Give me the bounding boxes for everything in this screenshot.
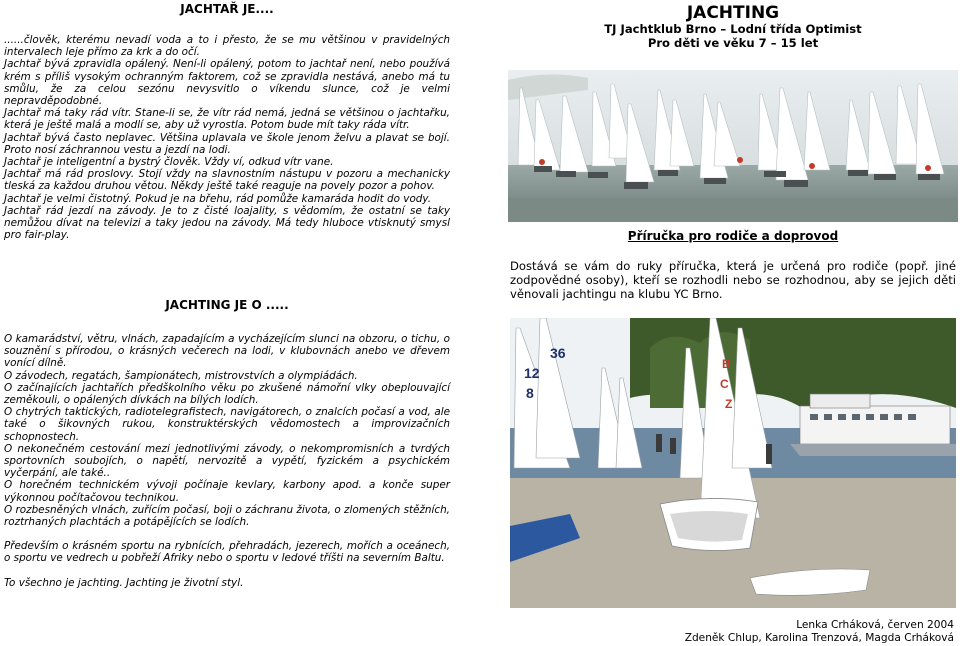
intro-paragraph: Jachtař má rád proslovy. Stojí vždy na slavnostním nástupu v pozoru a mechanicky tleská za každou druhou větou. Někdy ještě také reaguje na povely pozor a pohov. [4, 168, 450, 193]
sailing-paragraph: O chytrých taktických, radiotelegrafistech, navigátorech, o znalcích počasí a vod, ale také o šikovných rukou, konstruktérských vědomostech a improvizačních schopnostech. [4, 406, 450, 443]
svg-text:B: B [722, 357, 731, 371]
author-line-1: Lenka Crháková, červen 2004 [796, 619, 954, 631]
sailing-paragraph: O závodech, regatách, šampionátech, mistrovstvích a olympiádách. [4, 369, 358, 382]
page-title-sailor: JACHTAŘ JE.... [180, 2, 274, 16]
svg-text:8: 8 [526, 385, 534, 401]
svg-text:Z: Z [725, 397, 733, 411]
brochure-title: JACHTING [686, 3, 780, 23]
sailing-paragraph: O kamarádství, větru, vlnách, zapadajícím a vycházejícím slunci na obzoru, o tichu, o souznění s přírodou, o krásných večerech na lodi, v klubovnách anebo ve dřevem vonící dílně. [4, 333, 450, 370]
intro-paragraph: Jachtař je inteligentní a bystrý člověk. Vždy ví, odkud vítr vane. [4, 156, 334, 169]
left-column [4, 0, 450, 589]
section-title-sailing: JACHTING JE O ..... [165, 298, 289, 312]
regatta-photo [508, 70, 958, 222]
svg-text:C: C [720, 377, 729, 391]
intro-paragraph: Jachtař bývá často neplavec. Většina uplavala ve škole jenom želvu a plavat se bojí. Proto nosí záchrannou vestu a jezdí na lodi. [4, 131, 450, 156]
svg-text:12: 12 [524, 365, 540, 381]
sailing-text [4, 333, 450, 589]
sailing-paragraph: O nekonečném cestování mezi jednotlivými závody, o nekompromisních a tvrdých sportovních soubojích, o napětí, nervozitě a vypětí, fyzickém a psychickém vyčerpání, ale také.. [4, 442, 450, 480]
sailing-paragraph: Především o krásném sportu na rybnících, přehradách, jezerech, mořích a oceánech, o sportu ve vedrech u pobřeží Afriky nebo o sportu v ledové tříšti na severním Baltu. [4, 540, 450, 565]
author-line-2: Zdeněk Chlup, Karolina Trenzová, Magda Crháková [684, 632, 954, 644]
guide-description: Dostává se vám do ruky příručka, která je určená pro rodiče (popř. jiné zodpovědné osoby), kteří se rozhodli nebo se rozhodnou, aby se jejich děti věnovali jachtingu na klubu YC Brno. [510, 259, 956, 301]
intro-paragraph: Jachtař rád jezdí na závody. Je to z čisté loajality, s vědomím, že ostatní se taky nemůžou dívat na televizi a taky jedou na závody. Má tedy hluboce vtisknutý smysl pro fair-play. [4, 204, 450, 242]
club-subtitle: TJ Jachtklub Brno – Lodní třída Optimist [604, 22, 862, 36]
right-column [508, 0, 958, 644]
intro-paragraph: Jachtař bývá zpravidla opálený. Není-li opálený, potom to jachtař není, nebo používá krém s příliš vysokým ochranným faktorem, což se zpravidla nestává, anebo má tu smůlu, že za celou sezónu nevysvitlo o víkendu slunce, což je velmi nepravděpodobné. [4, 58, 450, 108]
intro-text [4, 34, 450, 241]
intro-paragraph: Jachtař má taky rád vítr. Stane-li se, že vítr rád nemá, jedná se většinou o jachtařku, která je ještě malá a modlí se, aby už vyrostla. Potom bude mít taky ráda vítr. [4, 107, 450, 132]
sailing-paragraph: O rozbesněných vlnách, zuřícím počasí, boji o záchranu života, o zlomených stěžních, roztrhaných plachtách a potápějících se lodích. [4, 503, 450, 529]
sailing-paragraph: O horečném technickém vývoji počínaje kevlary, karbony apod. a konče super výkonnou počítačovou technikou. [4, 479, 450, 504]
intro-paragraph: Jachtař je velmi čistotný. Pokud je na břehu, rád pomůže kamaráda hodit do vody. [4, 192, 432, 205]
svg-text:36: 36 [550, 345, 566, 361]
intro-paragraph: ......člověk, kterému nevadí voda a to i přesto, že se mu většinou v pravidelných intervalech leje přímo za krk a do očí. [4, 34, 450, 59]
closing-line: To všechno je jachting. Jachting je životní styl. [4, 576, 244, 589]
harbour-photo [510, 318, 956, 608]
guide-title: Příručka pro rodiče a doprovod [627, 229, 839, 243]
age-subtitle: Pro děti ve věku 7 – 15 let [647, 35, 819, 50]
sailing-paragraph: O začínajících jachtařích předškolního věku po zkušené námořní vlky obeplouvající zeměkouli, o opálených dívkách na bílých lodích. [4, 381, 450, 407]
